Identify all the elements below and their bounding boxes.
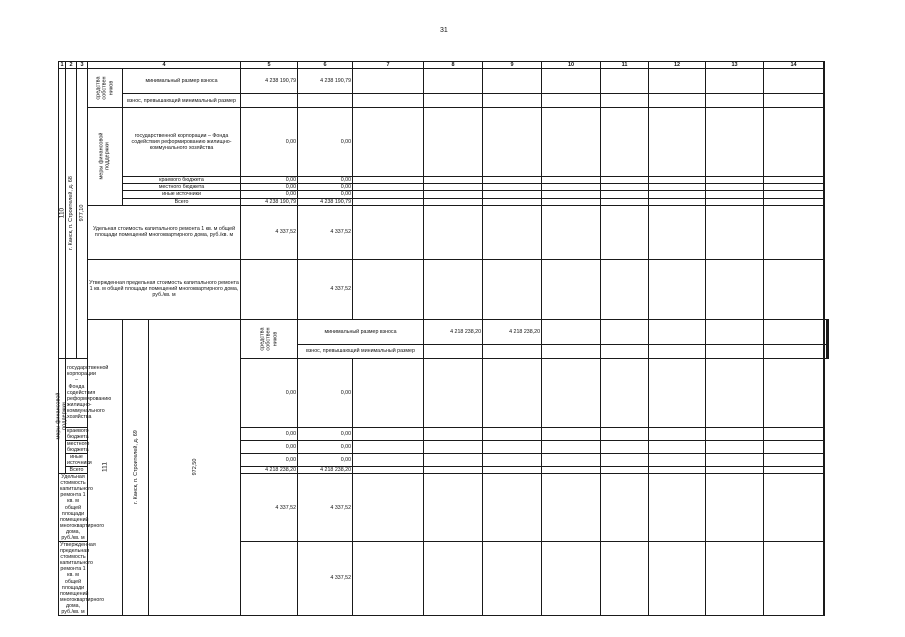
state-corp-label: государственной корпорации – Фонда содействия реформированию жилищно-коммунального хозяйства — [66, 358, 88, 427]
regional-col6: 0,00 — [298, 177, 353, 184]
local-col6: 0,00 — [298, 440, 353, 453]
header-col-8: 8 — [424, 62, 483, 69]
total-label: Всего — [123, 198, 241, 205]
row-local — [59, 184, 829, 191]
fee-over-min-label: взнос, превышающий минимальный размер — [298, 344, 424, 358]
total-col6: 4 238 190,79 — [298, 198, 353, 205]
min-fee-col5: 4 218 238,20 — [424, 319, 483, 344]
total-col5: 4 238 190,79 — [241, 198, 298, 205]
row-unit-cost — [59, 205, 829, 259]
regional-col6: 0,00 — [298, 427, 353, 440]
limit-cost-col6: 4 337,52 — [298, 542, 353, 616]
other-col6: 0,00 — [298, 191, 353, 198]
header-col-11: 11 — [601, 62, 649, 69]
min-fee-col6: 4 218 238,20 — [483, 319, 542, 344]
regional-col5: 0,00 — [241, 427, 298, 440]
regional-col5: 0,00 — [241, 177, 298, 184]
limit-cost-label: Утвержденная предельная стоимость капитального ремонта 1 кв. м общей площади помещений многоквартирного дома, руб./кв. м — [88, 259, 241, 319]
record-number: 111 — [101, 462, 109, 473]
state-corp-col5: 0,00 — [241, 358, 298, 427]
own-funds-label: средства собствен ников — [259, 327, 279, 351]
local-col5: 0,00 — [241, 440, 298, 453]
fin-support-label: меры финансовой поддержки — [55, 392, 68, 440]
total-area: 977,10 — [78, 205, 85, 222]
header-row — [59, 62, 829, 69]
unit-cost-col6: 4 337,52 — [298, 474, 353, 542]
header-col-2: 2 — [66, 62, 77, 69]
header-col-5: 5 — [241, 62, 298, 69]
fin-support-cell — [88, 108, 123, 205]
record-number-cell — [88, 319, 123, 615]
local-budget-label: местного бюджета — [123, 184, 241, 191]
local-budget-label: местного бюджета — [67, 440, 90, 453]
min-fee-label: минимальный размер взноса — [123, 69, 241, 94]
regional-budget-label: краевого бюджета — [67, 427, 89, 440]
record-number-cell — [59, 69, 66, 358]
row-min-fee — [59, 319, 829, 344]
header-col-3: 3 — [77, 62, 88, 69]
regional-budget-label: краевого бюджета — [123, 177, 241, 184]
own-funds-label: средства собствен ников — [95, 76, 115, 100]
other-sources-label: иные источники — [123, 191, 241, 198]
page-number: 31 — [440, 27, 448, 34]
state-corp-col5: 0,00 — [241, 108, 298, 177]
unit-cost-col5: 4 337,52 — [241, 205, 298, 259]
state-corp-label: государственной корпорации – Фонда содействия реформированию жилищно-коммунального хозяйства — [123, 108, 241, 177]
unit-cost-col6: 4 337,52 — [298, 205, 353, 259]
local-col5: 0,00 — [241, 184, 298, 191]
header-col-4: 4 — [88, 62, 241, 69]
other-col5: 0,00 — [241, 453, 298, 466]
header-col-13: 13 — [706, 62, 764, 69]
unit-cost-label: Удельная стоимость капитального ремонта 1 кв. м общей площади помещений многоквартирного дома, руб./кв. м — [60, 474, 105, 541]
row-state-corp — [59, 108, 829, 177]
address: г. Канск, п. Строителей, д. 68 — [67, 176, 74, 251]
record-number: 110 — [58, 208, 66, 219]
min-fee-col6: 4 238 190,79 — [298, 69, 353, 94]
address-cell — [123, 319, 149, 615]
header-col-14: 14 — [764, 62, 824, 69]
capital-repair-table — [55, 61, 829, 616]
total-area: 972,50 — [191, 458, 198, 476]
address: г. Канск, п. Строителей, д. 69 — [132, 430, 139, 505]
limit-cost-col6: 4 337,52 — [298, 259, 353, 319]
min-fee-label: минимальный размер взноса — [298, 319, 424, 344]
total-col6: 4 218 238,20 — [298, 467, 353, 474]
total-label: Всего — [66, 467, 88, 474]
header-col-12: 12 — [649, 62, 706, 69]
fin-support-cell — [55, 358, 68, 474]
unit-cost-col5: 4 337,52 — [241, 474, 298, 542]
area-cell — [77, 69, 88, 358]
fee-over-min-label: взнос, превышающий минимальный размер — [123, 94, 241, 108]
row-total — [59, 198, 829, 205]
row-min-fee — [59, 69, 829, 94]
total-col5: 4 218 238,20 — [241, 467, 298, 474]
header-col-10: 10 — [542, 62, 601, 69]
other-col5: 0,00 — [241, 191, 298, 198]
header-col-1: 1 — [60, 62, 64, 68]
other-col6: 0,00 — [298, 453, 353, 466]
row-other — [59, 191, 829, 198]
row-limit-cost — [59, 259, 829, 319]
header-col-7: 7 — [353, 62, 424, 69]
row-fee-over-min — [59, 94, 829, 108]
fin-support-label: меры финансовой поддержки — [98, 132, 111, 180]
other-sources-label: иные источники — [67, 453, 92, 467]
address-cell — [66, 69, 77, 358]
area-cell — [149, 319, 241, 615]
header-col-9: 9 — [483, 62, 542, 69]
unit-cost-label: Удельная стоимость капитального ремонта 1 кв. м общей площади помещений многоквартирного дома, руб./кв. м — [88, 205, 241, 259]
row-regional — [59, 177, 829, 184]
own-funds-cell — [88, 69, 123, 108]
local-col6: 0,00 — [298, 184, 353, 191]
state-corp-col6: 0,00 — [298, 358, 353, 427]
own-funds-cell — [241, 319, 298, 358]
state-corp-col6: 0,00 — [298, 108, 353, 177]
header-col-6: 6 — [298, 62, 353, 69]
limit-cost-label: Утвержденная предельная стоимость капитального ремонта 1 кв. м общей площади помещений многоквартирного дома, руб./кв. м — [60, 542, 105, 615]
header-col-15 — [824, 62, 825, 69]
min-fee-col5: 4 238 190,79 — [241, 69, 298, 94]
